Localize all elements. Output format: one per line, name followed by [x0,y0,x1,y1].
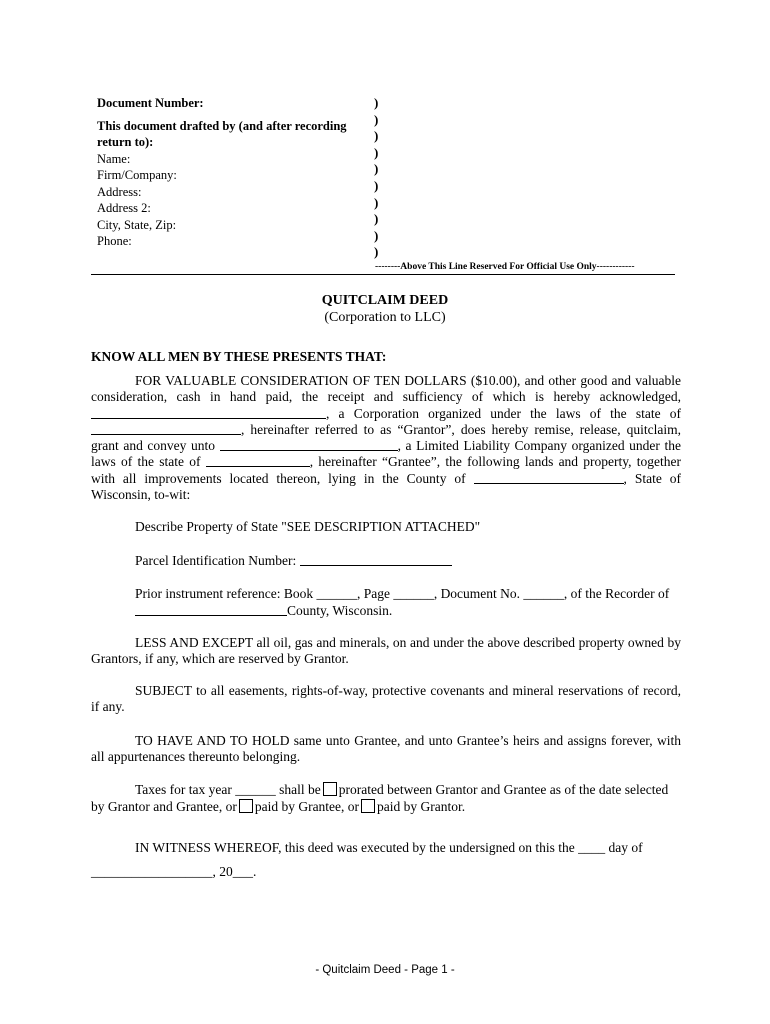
grantee-name-blank[interactable] [220,438,398,451]
footer-prefix: - Quitclaim Deed - [315,964,412,976]
taxes-line-1 [135,782,668,798]
paren: ) [374,161,379,177]
name-label: Name: [97,151,131,166]
deed-title: QUITCLAIM DEED [321,293,449,308]
document-number-label: Document Number: [97,96,204,110]
footer-suffix: - [447,964,455,976]
witness-date-line: __________________, 20___. [91,864,257,879]
grantor-referral-text: , hereinafter referred to as “Grantor”, does hereby remise, release, quitclaim, grant and convey unto [91,421,681,454]
consideration-paragraph [91,373,681,503]
prior-instrument-county-line [135,603,392,619]
taxes-text-a: Taxes for tax year ______ shall be [135,782,321,797]
footer-page-number: Page 1 [411,964,448,976]
subject-paragraph [91,683,681,716]
recording-info [97,95,367,250]
return-to-label: return to): [97,135,154,149]
paid-by-grantee-checkbox[interactable] [239,799,253,813]
llc-text: , a Limited Liability Company organized under the laws of the state of [91,438,682,470]
taxes-text-c: by Grantor and Grantee, or [91,799,237,814]
taxes-text-b: prorated between Grantor and Grantee as of the date selected [338,782,669,797]
paren: ) [374,244,379,260]
grantee-referral-text: , hereinafter “Grantee”, the following lands and property, together with all improvements located thereon, lying in the County of [91,454,682,486]
corporation-text: , a Corporation organized under the laws of the state of [326,405,681,421]
state-wisconsin-text: , State of Wisconsin, to-wit: [91,470,681,503]
to-have-paragraph [91,733,681,766]
drafted-by-label: This document drafted by (and after recording [97,118,347,133]
paren: ) [374,95,379,110]
to-have-text: TO HAVE AND TO HOLD same unto Grantee, and unto Grantee’s heirs and assigns forever, with all appurtenances thereunto belonging. [91,733,681,765]
paren: ) [374,177,379,193]
grantee-state-blank[interactable] [206,454,310,467]
consideration-text: FOR VALUABLE CONSIDERATION OF TEN DOLLARS ($10.00), and other good and valuable consideration, cash in hand paid, the receipt and sufficiency of which is hereby acknowledged, [91,373,681,405]
less-except-text: LESS AND EXCEPT all oil, gas and minerals, on and under the above described property owned by Grantors, if any, which are reserved by Grantor. [91,635,681,667]
grantor-name-blank[interactable] [91,406,326,419]
official-use-divider [91,274,675,275]
property-description: Describe Property of State "SEE DESCRIPTION ATTACHED" [135,519,481,534]
paren: ) [374,194,379,210]
parcel-id-label: Parcel Identification Number: [135,553,297,568]
page-footer [0,964,770,976]
know-all-men-heading: KNOW ALL MEN BY THESE PRESENTS THAT: [91,349,387,364]
phone-label: Phone: [97,234,132,248]
prorated-checkbox[interactable] [323,782,337,796]
city-state-zip-label: City, State, Zip: [97,217,177,232]
witness-text: IN WITNESS WHEREOF, this deed was executed by the undersigned on this the ____ day of [135,840,643,855]
paren-column [374,95,378,261]
county-blank[interactable] [474,471,624,484]
witness-paragraph [91,840,681,856]
address-label: Address: [97,184,142,199]
deed-subtitle: (Corporation to LLC) [324,310,446,325]
recorder-county-blank[interactable] [135,603,287,616]
firm-label: Firm/Company: [97,168,177,182]
paren: ) [374,144,379,160]
paren: ) [374,111,379,127]
address2-label: Address 2: [97,201,151,215]
paren: ) [374,211,379,227]
subject-text: SUBJECT to all easements, rights-of-way, protective covenants and mineral reservations of record, if any. [91,683,681,715]
taxes-text-e: paid by Grantor. [377,799,466,814]
grantor-state-blank[interactable] [91,422,241,435]
prior-instrument-line: Prior instrument reference: Book ______, Page ______, Document No. ______, of the Recorder of [135,586,670,601]
taxes-text-d: paid by Grantee, or [254,799,360,814]
paren: ) [374,227,379,243]
parcel-id-blank[interactable] [300,553,452,566]
official-use-note: --------Above This Line Reserved For Official Use Only------------ [375,262,635,272]
less-except-paragraph [91,635,681,668]
parcel-id-line [135,553,452,569]
county-wisconsin-text: County, Wisconsin. [287,603,393,618]
paren: ) [374,128,379,144]
paid-by-grantor-checkbox[interactable] [361,799,375,813]
taxes-line-2 [91,799,465,815]
